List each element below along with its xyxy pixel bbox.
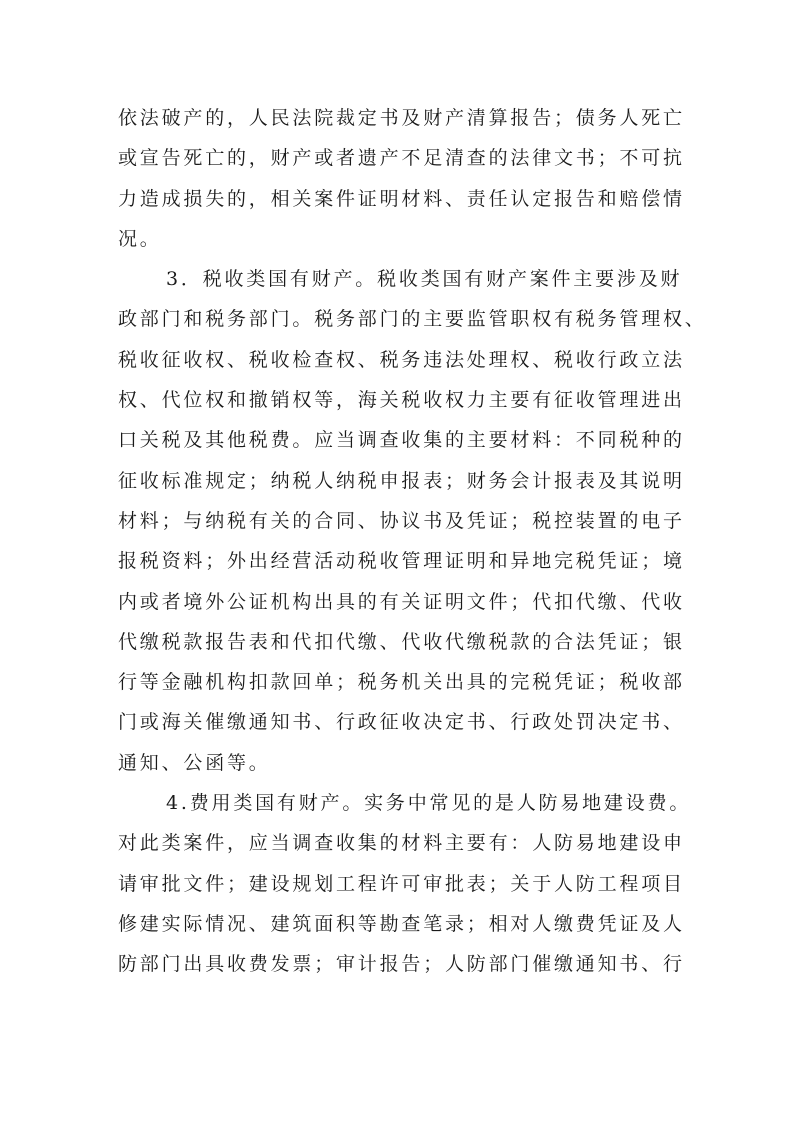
paragraph-1 — [118, 98, 685, 259]
text-line: 政部门和税务部门。税务部门的主要监管职权有税务管理权、 — [118, 308, 707, 331]
text-line: 或宣告死亡的，财产或者遗产不足清查的法律文书；不可抗 — [118, 147, 685, 170]
text-line: 口关税及其他税费。应当调查收集的主要材料：不同税种的 — [118, 429, 685, 452]
text-line: 报税资料；外出经营活动税收管理证明和异地完税凭证；境 — [118, 550, 685, 573]
text-line: 力造成损失的，相关案件证明材料、责任认定报告和赔偿情 — [118, 187, 685, 210]
text-line: 3．税收类国有财产。税收类国有财产案件主要涉及财 — [166, 268, 683, 291]
text-line: 权、代位权和撤销权等，海关税收权力主要有征收管理进出 — [118, 389, 685, 412]
document-page — [118, 98, 707, 985]
text-line: 4.费用类国有财产。实务中常见的是人防易地建设费。 — [166, 792, 692, 815]
text-line: 门或海关催缴通知书、行政征收决定书、行政处罚决定书、 — [118, 711, 685, 734]
text-line: 材料；与纳税有关的合同、协议书及凭证；税控装置的电子 — [118, 509, 685, 532]
paragraph-2 — [118, 259, 707, 783]
text-line: 对此类案件，应当调查收集的材料主要有：人防易地建设申 — [118, 832, 685, 855]
text-line: 况。 — [118, 227, 162, 250]
text-line: 依法破产的，人民法院裁定书及财产清算报告；债务人死亡 — [118, 107, 685, 129]
paragraph-3 — [118, 783, 692, 984]
text-line: 代缴税款报告表和代扣代缴、代收代缴税款的合法凭证；银 — [118, 630, 685, 653]
text-line: 通知、公函等。 — [118, 751, 271, 774]
text-line: 内或者境外公证机构出具的有关证明文件；代扣代缴、代收 — [118, 590, 685, 613]
text-line: 修建实际情况、建筑面积等勘查笔录；相对人缴费凭证及人 — [118, 912, 685, 935]
text-line: 请审批文件；建设规划工程许可审批表；关于人防工程项目 — [118, 872, 685, 895]
text-line: 行等金融机构扣款回单；税务机关出具的完税凭证；税收部 — [118, 671, 685, 694]
text-line: 征收标准规定；纳税人纳税申报表；财务会计报表及其说明 — [118, 469, 685, 492]
text-line: 税收征收权、税收检查权、税务违法处理权、税收行政立法 — [118, 348, 685, 371]
text-line: 防部门出具收费发票；审计报告；人防部门催缴通知书、行 — [118, 953, 685, 976]
